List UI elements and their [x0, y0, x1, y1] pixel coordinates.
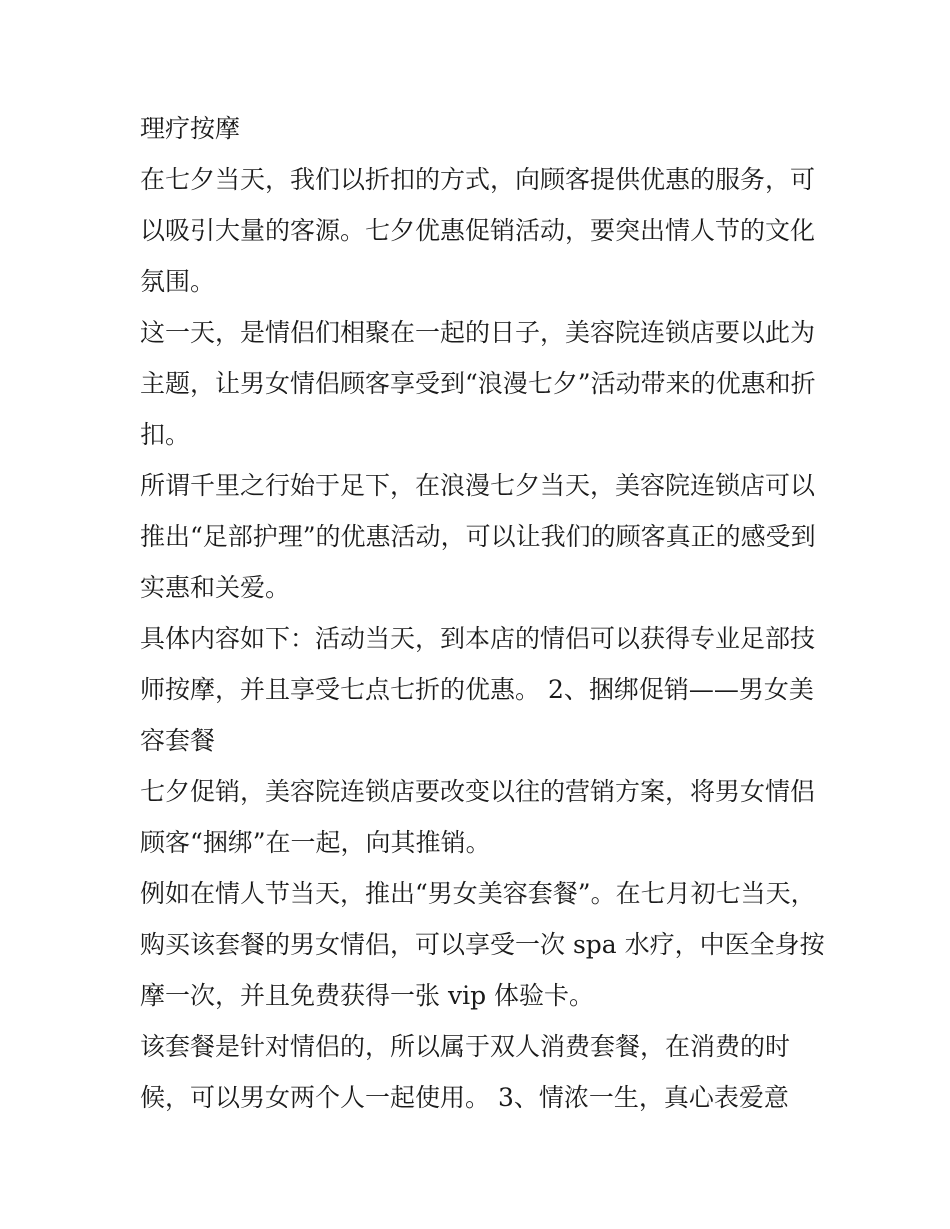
text-line: 七夕促销，美容院连锁店要改变以往的营销方案，将男女情侣: [140, 777, 816, 806]
text-line: 推出“足部护理”的优惠活动，可以让我们的顾客真正的感受到: [140, 522, 816, 551]
text-line: 摩一次，并且免费获得一张 vip 体验卡。: [140, 981, 595, 1010]
text-line: 氛围。: [140, 267, 216, 296]
text-line: 所谓千里之行始于足下，在浪漫七夕当天，美容院连锁店可以: [140, 471, 816, 500]
text-line: 这一天，是情侣们相聚在一起的日子，美容院连锁店要以此为: [140, 318, 816, 347]
text-line: 以吸引大量的客源。七夕优惠促销活动，要突出情人节的文化: [140, 216, 816, 245]
text-line: 在七夕当天，我们以折扣的方式，向顾客提供优惠的服务，可: [140, 165, 816, 194]
text-line: 候，可以男女两个人一起使用。 3、情浓一生，真心表爱意: [140, 1083, 789, 1112]
text-line: 该套餐是针对情侣的，所以属于双人消费套餐，在消费的时: [140, 1032, 791, 1061]
text-line: 扣。: [140, 420, 191, 449]
document-body: [140, 103, 825, 1123]
text-line: 主题，让男女情侣顾客享受到“浪漫七夕”活动带来的优惠和折: [140, 369, 816, 398]
text-line: 师按摩，并且享受七点七折的优惠。 2、捆绑促销——男女美: [140, 675, 814, 704]
text-line: 例如在情人节当天，推出“男女美容套餐”。在七月初七当天，: [140, 879, 816, 908]
text-line: 理疗按摩: [140, 114, 241, 143]
text-line: 顾客“捆绑”在一起，向其推销。: [140, 828, 491, 857]
text-line: 容套餐: [140, 726, 216, 755]
text-line: 购买该套餐的男女情侣，可以享受一次 spa 水疗，中医全身按: [140, 930, 825, 959]
text-line: 实惠和关爱。: [140, 573, 291, 602]
text-line: 具体内容如下：活动当天，到本店的情侣可以获得专业足部技: [140, 624, 816, 653]
